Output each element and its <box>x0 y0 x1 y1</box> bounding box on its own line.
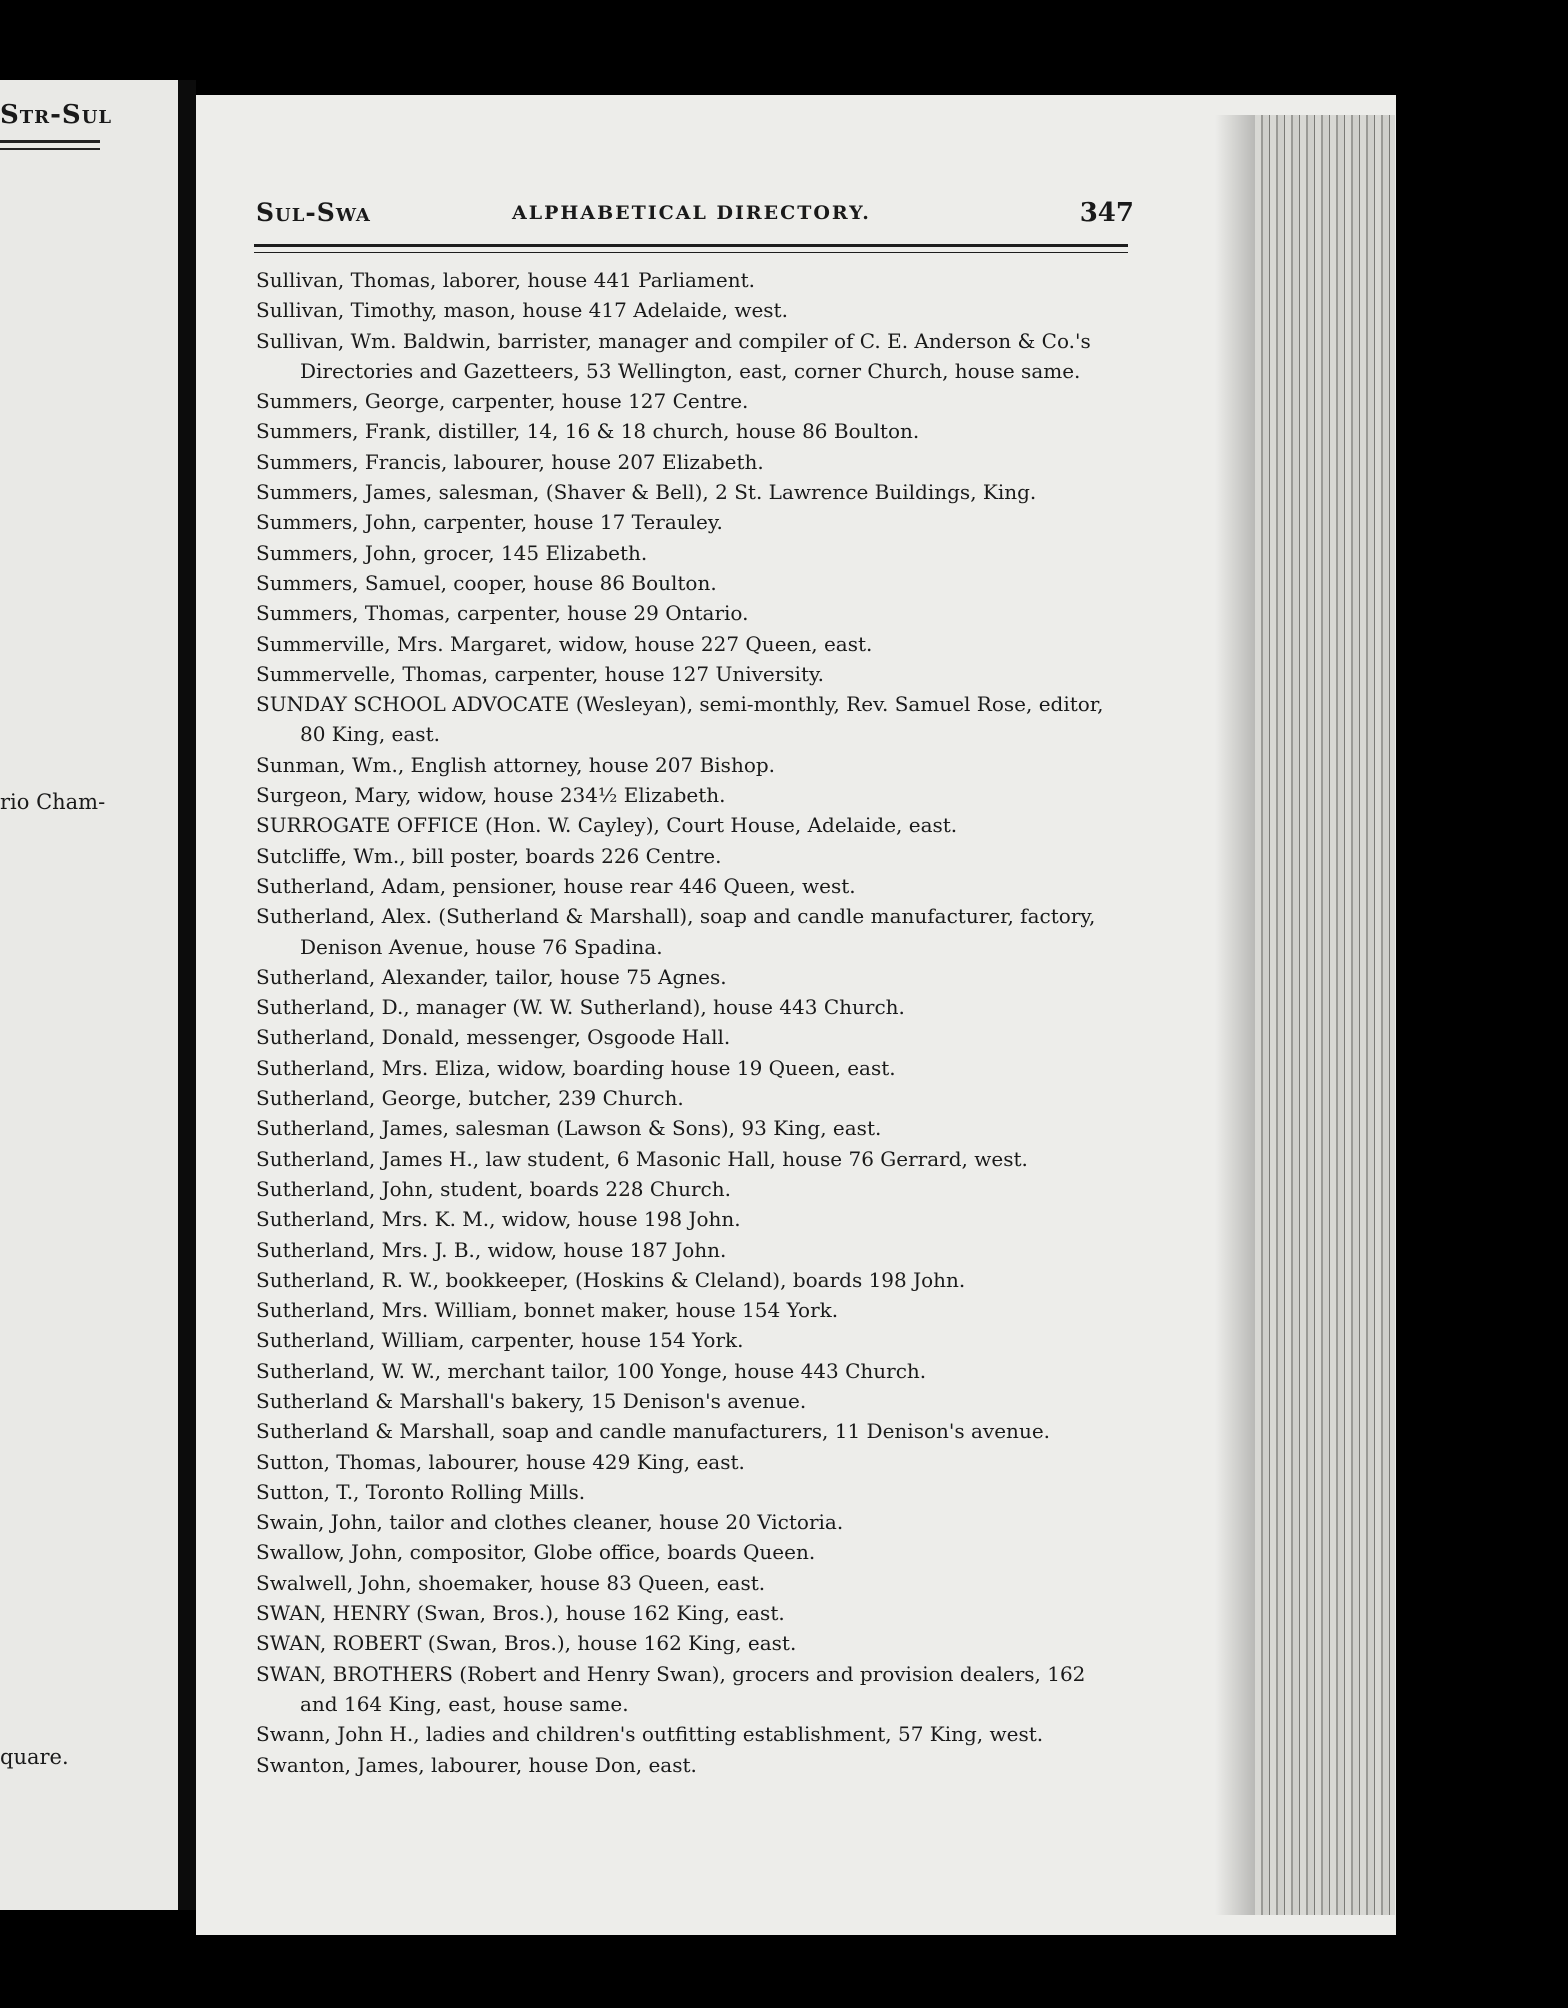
directory-entry: Summers, Thomas, carpenter, house 29 Ontario. <box>256 601 749 626</box>
directory-entry-continuation: 80 King, east. <box>300 722 440 747</box>
directory-entry: Sullivan, Thomas, laborer, house 441 Parliament. <box>256 268 755 292</box>
directory-entry: Swalwell, John, shoemaker, house 83 Queen, east. <box>256 1570 766 1595</box>
directory-entry-continuation: Directories and Gazetteers, 53 Wellington, east, corner Church, house same. <box>300 358 1081 383</box>
page-number: 347 <box>1079 198 1134 228</box>
directory-entry: Sutherland, Adam, pensioner, house rear 446 Queen, west. <box>256 873 856 898</box>
directory-entry: Surgeon, Mary, widow, house 234½ Elizabeth. <box>256 783 726 808</box>
page-title: ALPHABETICAL DIRECTORY. <box>512 202 871 224</box>
directory-entry: Sutherland, John, student, boards 228 Church. <box>256 1176 731 1201</box>
directory-entry: SWAN, HENRY (Swan, Bros.), house 162 King, east. <box>256 1601 785 1626</box>
directory-entry: Sutton, T., Toronto Rolling Mills. <box>256 1479 586 1504</box>
directory-entry: Sullivan, Wm. Baldwin, barrister, manager and compiler of C. E. Anderson & Co.'s <box>256 328 1091 353</box>
directory-entry: Sutherland & Marshall's bakery, 15 Denison's avenue. <box>256 1388 807 1413</box>
left-header-rule-thin <box>0 148 100 150</box>
page-edges <box>1255 115 1395 1915</box>
directory-entry: Swanton, James, labourer, house Don, east. <box>256 1752 697 1777</box>
directory-entry: Sutherland, W. W., merchant tailor, 100 Yonge, house 443 Church. <box>256 1358 927 1383</box>
page-shadow <box>1215 115 1260 1915</box>
directory-entry: Sunman, Wm., English attorney, house 207 Bishop. <box>256 752 776 777</box>
directory-entry: Sutherland, William, carpenter, house 154 York. <box>256 1328 744 1353</box>
directory-entry: Sutherland, Alex. (Sutherland & Marshall), soap and candle manufacturer, factory, <box>256 904 1096 929</box>
directory-entry: SUNDAY SCHOOL ADVOCATE (Wesleyan), semi-monthly, Rev. Samuel Rose, editor, <box>256 692 1104 717</box>
book-gutter <box>178 80 196 1910</box>
directory-entry: Sutherland, Mrs. Eliza, widow, boarding house 19 Queen, east. <box>256 1055 896 1080</box>
directory-entry: Sutherland, Mrs. William, bonnet maker, house 154 York. <box>256 1298 839 1323</box>
left-text-fragment: rio Cham- <box>0 790 106 814</box>
directory-entry: Summers, Samuel, cooper, house 86 Boulton. <box>256 570 717 595</box>
directory-entry: Summers, John, carpenter, house 17 Terauley. <box>256 510 723 535</box>
directory-entry: Summers, Frank, distiller, 14, 16 & 18 church, house 86 Boulton. <box>256 419 920 444</box>
left-facing-page <box>0 80 180 1910</box>
directory-entry: Swallow, John, compositor, Globe office, boards Queen. <box>256 1540 816 1565</box>
directory-entry-continuation: and 164 King, east, house same. <box>300 1691 629 1716</box>
running-head <box>256 198 1134 228</box>
directory-entry: Summers, Francis, labourer, house 207 Elizabeth. <box>256 449 764 474</box>
section-range: Sul-Swa <box>256 198 371 227</box>
directory-entry: Sutherland & Marshall, soap and candle manufacturers, 11 Denison's avenue. <box>256 1419 1051 1444</box>
directory-entry: Summerville, Mrs. Margaret, widow, house 227 Queen, east. <box>256 631 873 656</box>
directory-entry: Summers, James, salesman, (Shaver & Bell), 2 St. Lawrence Buildings, King. <box>256 480 1037 505</box>
directory-entry: Sutherland, Alexander, tailor, house 75 Agnes. <box>256 964 727 989</box>
left-running-head: Str-Sul <box>0 100 113 130</box>
directory-entry: SURROGATE OFFICE (Hon. W. Cayley), Court House, Adelaide, east. <box>256 813 958 838</box>
directory-entry: Summervelle, Thomas, carpenter, house 127 University. <box>256 661 824 686</box>
directory-entry-continuation: Denison Avenue, house 76 Spadina. <box>300 934 663 959</box>
directory-entry: Sutherland, James, salesman (Lawson & Sons), 93 King, east. <box>256 1116 882 1141</box>
directory-entry: Swain, John, tailor and clothes cleaner, house 20 Victoria. <box>256 1510 844 1535</box>
directory-entry: Summers, John, grocer, 145 Elizabeth. <box>256 540 648 565</box>
directory-entry: SWAN, ROBERT (Swan, Bros.), house 162 King, east. <box>256 1631 797 1656</box>
left-text-fragment: quare. <box>0 1745 69 1769</box>
directory-entry: Sutcliffe, Wm., bill poster, boards 226 Centre. <box>256 843 722 868</box>
header-rule <box>254 244 1128 247</box>
directory-entry: Sullivan, Timothy, mason, house 417 Adelaide, west. <box>256 298 788 323</box>
directory-entries <box>256 265 1136 1780</box>
directory-entry: Sutherland, Mrs. K. M., widow, house 198 John. <box>256 1207 741 1232</box>
directory-entry: Sutherland, George, butcher, 239 Church. <box>256 1086 684 1111</box>
directory-entry: Summers, George, carpenter, house 127 Centre. <box>256 389 749 414</box>
directory-entry: Sutton, Thomas, labourer, house 429 King, east. <box>256 1449 745 1474</box>
directory-entry: Swann, John H., ladies and children's outfitting establishment, 57 King, west. <box>256 1722 1044 1747</box>
directory-entry: Sutherland, James H., law student, 6 Masonic Hall, house 76 Gerrard, west. <box>256 1146 1028 1171</box>
directory-entry: Sutherland, R. W., bookkeeper, (Hoskins & Cleland), boards 198 John. <box>256 1267 966 1292</box>
directory-entry: Sutherland, Donald, messenger, Osgoode Hall. <box>256 1025 731 1050</box>
directory-entry: Sutherland, D., manager (W. W. Sutherland), house 443 Church. <box>256 995 905 1020</box>
directory-entry: Sutherland, Mrs. J. B., widow, house 187 John. <box>256 1237 727 1262</box>
left-header-rule <box>0 140 100 143</box>
directory-entry: SWAN, BROTHERS (Robert and Henry Swan), grocers and provision dealers, 162 <box>256 1661 1086 1686</box>
header-rule-thin <box>254 252 1128 253</box>
